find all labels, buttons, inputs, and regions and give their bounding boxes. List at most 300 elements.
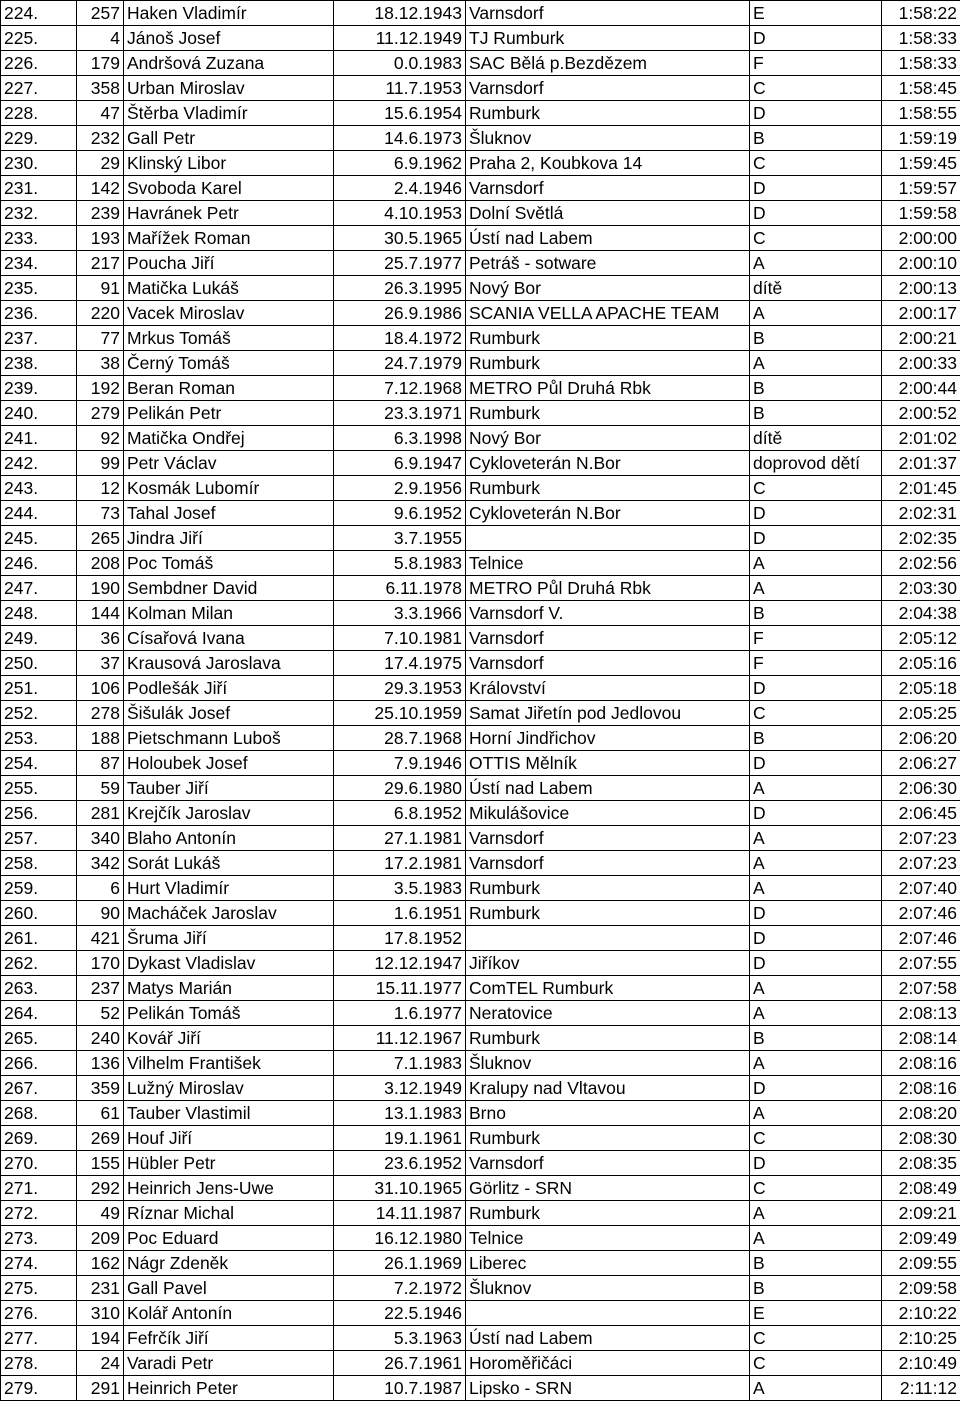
finish-time-cell: 1:59:58 <box>882 201 960 226</box>
club-cell: SCANIA VELLA APACHE TEAM <box>466 301 750 326</box>
finish-time-cell: 2:00:21 <box>882 326 960 351</box>
rank-cell: 269. <box>1 1126 77 1151</box>
club-cell: Šluknov <box>466 1051 750 1076</box>
table-row <box>1 1226 960 1251</box>
finish-time-cell: 2:06:27 <box>882 751 960 776</box>
start-number-cell: 310 <box>77 1301 124 1326</box>
birth-date-cell: 10.7.1987 <box>334 1376 466 1401</box>
start-number-cell: 421 <box>77 926 124 951</box>
birth-date-cell: 12.12.1947 <box>334 951 466 976</box>
club-cell: Horoměřičáci <box>466 1351 750 1376</box>
start-number-cell: 232 <box>77 126 124 151</box>
table-row <box>1 251 960 276</box>
club-cell: SAC Bělá p.Bezdězem <box>466 51 750 76</box>
finish-time-cell: 2:09:49 <box>882 1226 960 1251</box>
birth-date-cell: 27.1.1981 <box>334 826 466 851</box>
club-cell: Rumburk <box>466 1126 750 1151</box>
table-row <box>1 551 960 576</box>
club-cell: Varnsdorf <box>466 826 750 851</box>
finish-time-cell: 2:08:13 <box>882 1001 960 1026</box>
rank-cell: 247. <box>1 576 77 601</box>
finish-time-cell: 2:08:16 <box>882 1076 960 1101</box>
table-row <box>1 901 960 926</box>
start-number-cell: 231 <box>77 1276 124 1301</box>
table-row <box>1 1251 960 1276</box>
table-row <box>1 1 960 26</box>
birth-date-cell: 6.8.1952 <box>334 801 466 826</box>
competitor-name-cell: Matys Marián <box>124 976 334 1001</box>
table-row <box>1 1026 960 1051</box>
club-cell: Varnsdorf <box>466 651 750 676</box>
start-number-cell: 193 <box>77 226 124 251</box>
category-cell: A <box>750 826 882 851</box>
finish-time-cell: 2:05:16 <box>882 651 960 676</box>
rank-cell: 273. <box>1 1226 77 1251</box>
table-row <box>1 576 960 601</box>
start-number-cell: 61 <box>77 1101 124 1126</box>
competitor-name-cell: Matička Ondřej <box>124 426 334 451</box>
competitor-name-cell: Poucha Jiří <box>124 251 334 276</box>
birth-date-cell: 22.5.1946 <box>334 1301 466 1326</box>
start-number-cell: 36 <box>77 626 124 651</box>
finish-time-cell: 2:00:13 <box>882 276 960 301</box>
birth-date-cell: 15.6.1954 <box>334 101 466 126</box>
category-cell: A <box>750 776 882 801</box>
club-cell: Jiříkov <box>466 951 750 976</box>
table-row <box>1 1101 960 1126</box>
club-cell: Praha 2, Koubkova 14 <box>466 151 750 176</box>
category-cell: A <box>750 301 882 326</box>
competitor-name-cell: Mrkus Tomáš <box>124 326 334 351</box>
birth-date-cell: 17.2.1981 <box>334 851 466 876</box>
club-cell: Varnsdorf <box>466 626 750 651</box>
rank-cell: 265. <box>1 1026 77 1051</box>
rank-cell: 230. <box>1 151 77 176</box>
rank-cell: 244. <box>1 501 77 526</box>
category-cell: dítě <box>750 276 882 301</box>
finish-time-cell: 2:06:30 <box>882 776 960 801</box>
category-cell: B <box>750 1276 882 1301</box>
birth-date-cell: 29.6.1980 <box>334 776 466 801</box>
table-row <box>1 1276 960 1301</box>
start-number-cell: 12 <box>77 476 124 501</box>
table-row <box>1 1176 960 1201</box>
rank-cell: 250. <box>1 651 77 676</box>
club-cell: Neratovice <box>466 1001 750 1026</box>
finish-time-cell: 2:07:23 <box>882 826 960 851</box>
competitor-name-cell: Hurt Vladimír <box>124 876 334 901</box>
finish-time-cell: 2:07:55 <box>882 951 960 976</box>
rank-cell: 236. <box>1 301 77 326</box>
category-cell: dítě <box>750 426 882 451</box>
table-row <box>1 476 960 501</box>
club-cell: Telnice <box>466 551 750 576</box>
rank-cell: 227. <box>1 76 77 101</box>
finish-time-cell: 2:10:49 <box>882 1351 960 1376</box>
competitor-name-cell: Černý Tomáš <box>124 351 334 376</box>
start-number-cell: 144 <box>77 601 124 626</box>
rank-cell: 274. <box>1 1251 77 1276</box>
start-number-cell: 359 <box>77 1076 124 1101</box>
rank-cell: 253. <box>1 726 77 751</box>
finish-time-cell: 2:09:21 <box>882 1201 960 1226</box>
start-number-cell: 220 <box>77 301 124 326</box>
club-cell: Rumburk <box>466 101 750 126</box>
category-cell: A <box>750 976 882 1001</box>
table-row <box>1 1376 960 1401</box>
start-number-cell: 240 <box>77 1026 124 1051</box>
category-cell: D <box>750 951 882 976</box>
club-cell: Ústí nad Labem <box>466 226 750 251</box>
finish-time-cell: 2:09:55 <box>882 1251 960 1276</box>
start-number-cell: 192 <box>77 376 124 401</box>
start-number-cell: 358 <box>77 76 124 101</box>
rank-cell: 226. <box>1 51 77 76</box>
club-cell: Ústí nad Labem <box>466 776 750 801</box>
finish-time-cell: 2:02:31 <box>882 501 960 526</box>
start-number-cell: 190 <box>77 576 124 601</box>
category-cell: D <box>750 201 882 226</box>
birth-date-cell: 25.10.1959 <box>334 701 466 726</box>
birth-date-cell: 25.7.1977 <box>334 251 466 276</box>
birth-date-cell: 14.11.1987 <box>334 1201 466 1226</box>
birth-date-cell: 18.4.1972 <box>334 326 466 351</box>
table-row <box>1 1351 960 1376</box>
birth-date-cell: 0.0.1983 <box>334 51 466 76</box>
rank-cell: 243. <box>1 476 77 501</box>
finish-time-cell: 2:08:49 <box>882 1176 960 1201</box>
start-number-cell: 91 <box>77 276 124 301</box>
birth-date-cell: 24.7.1979 <box>334 351 466 376</box>
club-cell: Varnsdorf <box>466 1151 750 1176</box>
competitor-name-cell: Blaho Antonín <box>124 826 334 851</box>
category-cell: B <box>750 326 882 351</box>
competitor-name-cell: Kovář Jiří <box>124 1026 334 1051</box>
table-row <box>1 176 960 201</box>
rank-cell: 267. <box>1 1076 77 1101</box>
finish-time-cell: 2:06:45 <box>882 801 960 826</box>
category-cell: A <box>750 1226 882 1251</box>
finish-time-cell: 2:00:33 <box>882 351 960 376</box>
finish-time-cell: 2:02:56 <box>882 551 960 576</box>
competitor-name-cell: Poc Tomáš <box>124 551 334 576</box>
start-number-cell: 6 <box>77 876 124 901</box>
table-row <box>1 951 960 976</box>
birth-date-cell: 11.12.1949 <box>334 26 466 51</box>
competitor-name-cell: Tauber Vlastimil <box>124 1101 334 1126</box>
table-row <box>1 1126 960 1151</box>
birth-date-cell: 30.5.1965 <box>334 226 466 251</box>
rank-cell: 240. <box>1 401 77 426</box>
finish-time-cell: 1:59:45 <box>882 151 960 176</box>
competitor-name-cell: Holoubek Josef <box>124 751 334 776</box>
table-row <box>1 676 960 701</box>
competitor-name-cell: Kolman Milan <box>124 601 334 626</box>
category-cell: D <box>750 501 882 526</box>
start-number-cell: 278 <box>77 701 124 726</box>
birth-date-cell: 18.12.1943 <box>334 1 466 26</box>
rank-cell: 255. <box>1 776 77 801</box>
rank-cell: 249. <box>1 626 77 651</box>
table-row <box>1 1151 960 1176</box>
birth-date-cell: 7.9.1946 <box>334 751 466 776</box>
birth-date-cell: 7.2.1972 <box>334 1276 466 1301</box>
competitor-name-cell: Dykast Vladislav <box>124 951 334 976</box>
birth-date-cell: 17.4.1975 <box>334 651 466 676</box>
category-cell: C <box>750 226 882 251</box>
start-number-cell: 77 <box>77 326 124 351</box>
birth-date-cell: 14.6.1973 <box>334 126 466 151</box>
finish-time-cell: 2:10:22 <box>882 1301 960 1326</box>
category-cell: E <box>750 1301 882 1326</box>
competitor-name-cell: Tauber Jiří <box>124 776 334 801</box>
birth-date-cell: 3.5.1983 <box>334 876 466 901</box>
start-number-cell: 170 <box>77 951 124 976</box>
rank-cell: 254. <box>1 751 77 776</box>
birth-date-cell: 9.6.1952 <box>334 501 466 526</box>
table-row <box>1 626 960 651</box>
table-row <box>1 26 960 51</box>
category-cell: B <box>750 601 882 626</box>
category-cell: A <box>750 1001 882 1026</box>
category-cell: D <box>750 526 882 551</box>
table-row <box>1 776 960 801</box>
table-row <box>1 726 960 751</box>
club-cell: Varnsdorf <box>466 76 750 101</box>
rank-cell: 248. <box>1 601 77 626</box>
competitor-name-cell: Petr Václav <box>124 451 334 476</box>
club-cell: Varnsdorf <box>466 176 750 201</box>
start-number-cell: 217 <box>77 251 124 276</box>
birth-date-cell: 2.4.1946 <box>334 176 466 201</box>
club-cell: Rumburk <box>466 901 750 926</box>
category-cell: C <box>750 1176 882 1201</box>
finish-time-cell: 1:59:19 <box>882 126 960 151</box>
rank-cell: 233. <box>1 226 77 251</box>
club-cell: Horní Jindřichov <box>466 726 750 751</box>
start-number-cell: 269 <box>77 1126 124 1151</box>
rank-cell: 275. <box>1 1276 77 1301</box>
category-cell: E <box>750 1 882 26</box>
finish-time-cell: 2:09:58 <box>882 1276 960 1301</box>
category-cell: F <box>750 651 882 676</box>
birth-date-cell: 17.8.1952 <box>334 926 466 951</box>
table-row <box>1 426 960 451</box>
competitor-name-cell: Andršová Zuzana <box>124 51 334 76</box>
club-cell: Šluknov <box>466 126 750 151</box>
start-number-cell: 281 <box>77 801 124 826</box>
finish-time-cell: 2:01:37 <box>882 451 960 476</box>
club-cell: Rumburk <box>466 1026 750 1051</box>
finish-time-cell: 2:00:17 <box>882 301 960 326</box>
club-cell: Rumburk <box>466 476 750 501</box>
competitor-name-cell: Heinrich Peter <box>124 1376 334 1401</box>
birth-date-cell: 7.10.1981 <box>334 626 466 651</box>
category-cell: A <box>750 251 882 276</box>
rank-cell: 231. <box>1 176 77 201</box>
table-row <box>1 1326 960 1351</box>
finish-time-cell: 2:07:58 <box>882 976 960 1001</box>
start-number-cell: 142 <box>77 176 124 201</box>
competitor-name-cell: Hübler Petr <box>124 1151 334 1176</box>
club-cell: Nový Bor <box>466 426 750 451</box>
start-number-cell: 291 <box>77 1376 124 1401</box>
rank-cell: 241. <box>1 426 77 451</box>
finish-time-cell: 2:06:20 <box>882 726 960 751</box>
competitor-name-cell: Beran Roman <box>124 376 334 401</box>
start-number-cell: 239 <box>77 201 124 226</box>
competitor-name-cell: Heinrich Jens-Uwe <box>124 1176 334 1201</box>
start-number-cell: 208 <box>77 551 124 576</box>
birth-date-cell: 11.7.1953 <box>334 76 466 101</box>
table-row <box>1 101 960 126</box>
rank-cell: 251. <box>1 676 77 701</box>
competitor-name-cell: Fefrčík Jiří <box>124 1326 334 1351</box>
category-cell: D <box>750 676 882 701</box>
club-cell: Mikulášovice <box>466 801 750 826</box>
rank-cell: 278. <box>1 1351 77 1376</box>
birth-date-cell: 3.7.1955 <box>334 526 466 551</box>
birth-date-cell: 23.6.1952 <box>334 1151 466 1176</box>
table-row <box>1 1051 960 1076</box>
birth-date-cell: 26.3.1995 <box>334 276 466 301</box>
club-cell <box>466 1301 750 1326</box>
start-number-cell: 342 <box>77 851 124 876</box>
finish-time-cell: 2:05:12 <box>882 626 960 651</box>
table-row <box>1 301 960 326</box>
category-cell: F <box>750 51 882 76</box>
rank-cell: 246. <box>1 551 77 576</box>
category-cell: A <box>750 1101 882 1126</box>
rank-cell: 252. <box>1 701 77 726</box>
table-row <box>1 1301 960 1326</box>
club-cell: Nový Bor <box>466 276 750 301</box>
start-number-cell: 292 <box>77 1176 124 1201</box>
club-cell: Petráš - sotware <box>466 251 750 276</box>
finish-time-cell: 2:05:25 <box>882 701 960 726</box>
competitor-name-cell: Lužný Miroslav <box>124 1076 334 1101</box>
finish-time-cell: 1:58:33 <box>882 51 960 76</box>
competitor-name-cell: Houf Jiří <box>124 1126 334 1151</box>
finish-time-cell: 1:58:22 <box>882 1 960 26</box>
club-cell: Kralupy nad Vltavou <box>466 1076 750 1101</box>
table-row <box>1 976 960 1001</box>
rank-cell: 239. <box>1 376 77 401</box>
competitor-name-cell: Štěrba Vladimír <box>124 101 334 126</box>
start-number-cell: 49 <box>77 1201 124 1226</box>
rank-cell: 225. <box>1 26 77 51</box>
competitor-name-cell: Podlešák Jiří <box>124 676 334 701</box>
table-row <box>1 526 960 551</box>
competitor-name-cell: Císařová Ivana <box>124 626 334 651</box>
birth-date-cell: 3.3.1966 <box>334 601 466 626</box>
finish-time-cell: 2:08:14 <box>882 1026 960 1051</box>
finish-time-cell: 2:02:35 <box>882 526 960 551</box>
birth-date-cell: 2.9.1956 <box>334 476 466 501</box>
birth-date-cell: 28.7.1968 <box>334 726 466 751</box>
category-cell: B <box>750 126 882 151</box>
club-cell: Liberec <box>466 1251 750 1276</box>
category-cell: B <box>750 1026 882 1051</box>
start-number-cell: 87 <box>77 751 124 776</box>
rank-cell: 260. <box>1 901 77 926</box>
start-number-cell: 188 <box>77 726 124 751</box>
rank-cell: 277. <box>1 1326 77 1351</box>
category-cell: D <box>750 1151 882 1176</box>
club-cell: Varnsdorf V. <box>466 601 750 626</box>
club-cell: Telnice <box>466 1226 750 1251</box>
rank-cell: 266. <box>1 1051 77 1076</box>
birth-date-cell: 13.1.1983 <box>334 1101 466 1126</box>
table-row <box>1 751 960 776</box>
competitor-name-cell: Tahal Josef <box>124 501 334 526</box>
start-number-cell: 279 <box>77 401 124 426</box>
category-cell: D <box>750 26 882 51</box>
rank-cell: 279. <box>1 1376 77 1401</box>
category-cell: A <box>750 551 882 576</box>
club-cell: OTTIS Mělník <box>466 751 750 776</box>
birth-date-cell: 1.6.1951 <box>334 901 466 926</box>
rank-cell: 238. <box>1 351 77 376</box>
club-cell: Království <box>466 676 750 701</box>
category-cell: A <box>750 851 882 876</box>
club-cell: Ústí nad Labem <box>466 1326 750 1351</box>
category-cell: D <box>750 751 882 776</box>
start-number-cell: 257 <box>77 1 124 26</box>
start-number-cell: 194 <box>77 1326 124 1351</box>
club-cell: Cykloveterán N.Bor <box>466 501 750 526</box>
start-number-cell: 340 <box>77 826 124 851</box>
finish-time-cell: 1:59:57 <box>882 176 960 201</box>
competitor-name-cell: Kolář Antonín <box>124 1301 334 1326</box>
finish-time-cell: 2:00:52 <box>882 401 960 426</box>
start-number-cell: 106 <box>77 676 124 701</box>
table-row <box>1 276 960 301</box>
rank-cell: 268. <box>1 1101 77 1126</box>
competitor-name-cell: Nágr Zdeněk <box>124 1251 334 1276</box>
competitor-name-cell: Havránek Petr <box>124 201 334 226</box>
birth-date-cell: 1.6.1977 <box>334 1001 466 1026</box>
table-row <box>1 876 960 901</box>
category-cell: A <box>750 876 882 901</box>
competitor-name-cell: Klinský Libor <box>124 151 334 176</box>
competitor-name-cell: Pelikán Petr <box>124 401 334 426</box>
table-row <box>1 376 960 401</box>
club-cell: Varnsdorf <box>466 851 750 876</box>
table-row <box>1 501 960 526</box>
category-cell: A <box>750 576 882 601</box>
rank-cell: 261. <box>1 926 77 951</box>
category-cell: C <box>750 1326 882 1351</box>
rank-cell: 264. <box>1 1001 77 1026</box>
rank-cell: 235. <box>1 276 77 301</box>
table-row <box>1 1076 960 1101</box>
table-row <box>1 76 960 101</box>
category-cell: C <box>750 1351 882 1376</box>
birth-date-cell: 11.12.1967 <box>334 1026 466 1051</box>
competitor-name-cell: Pietschmann Luboš <box>124 726 334 751</box>
table-row <box>1 451 960 476</box>
finish-time-cell: 2:00:44 <box>882 376 960 401</box>
club-cell <box>466 526 750 551</box>
club-cell <box>466 926 750 951</box>
finish-time-cell: 2:08:35 <box>882 1151 960 1176</box>
birth-date-cell: 6.9.1962 <box>334 151 466 176</box>
competitor-name-cell: Jánoš Josef <box>124 26 334 51</box>
rank-cell: 271. <box>1 1176 77 1201</box>
birth-date-cell: 26.9.1986 <box>334 301 466 326</box>
competitor-name-cell: Poc Eduard <box>124 1226 334 1251</box>
